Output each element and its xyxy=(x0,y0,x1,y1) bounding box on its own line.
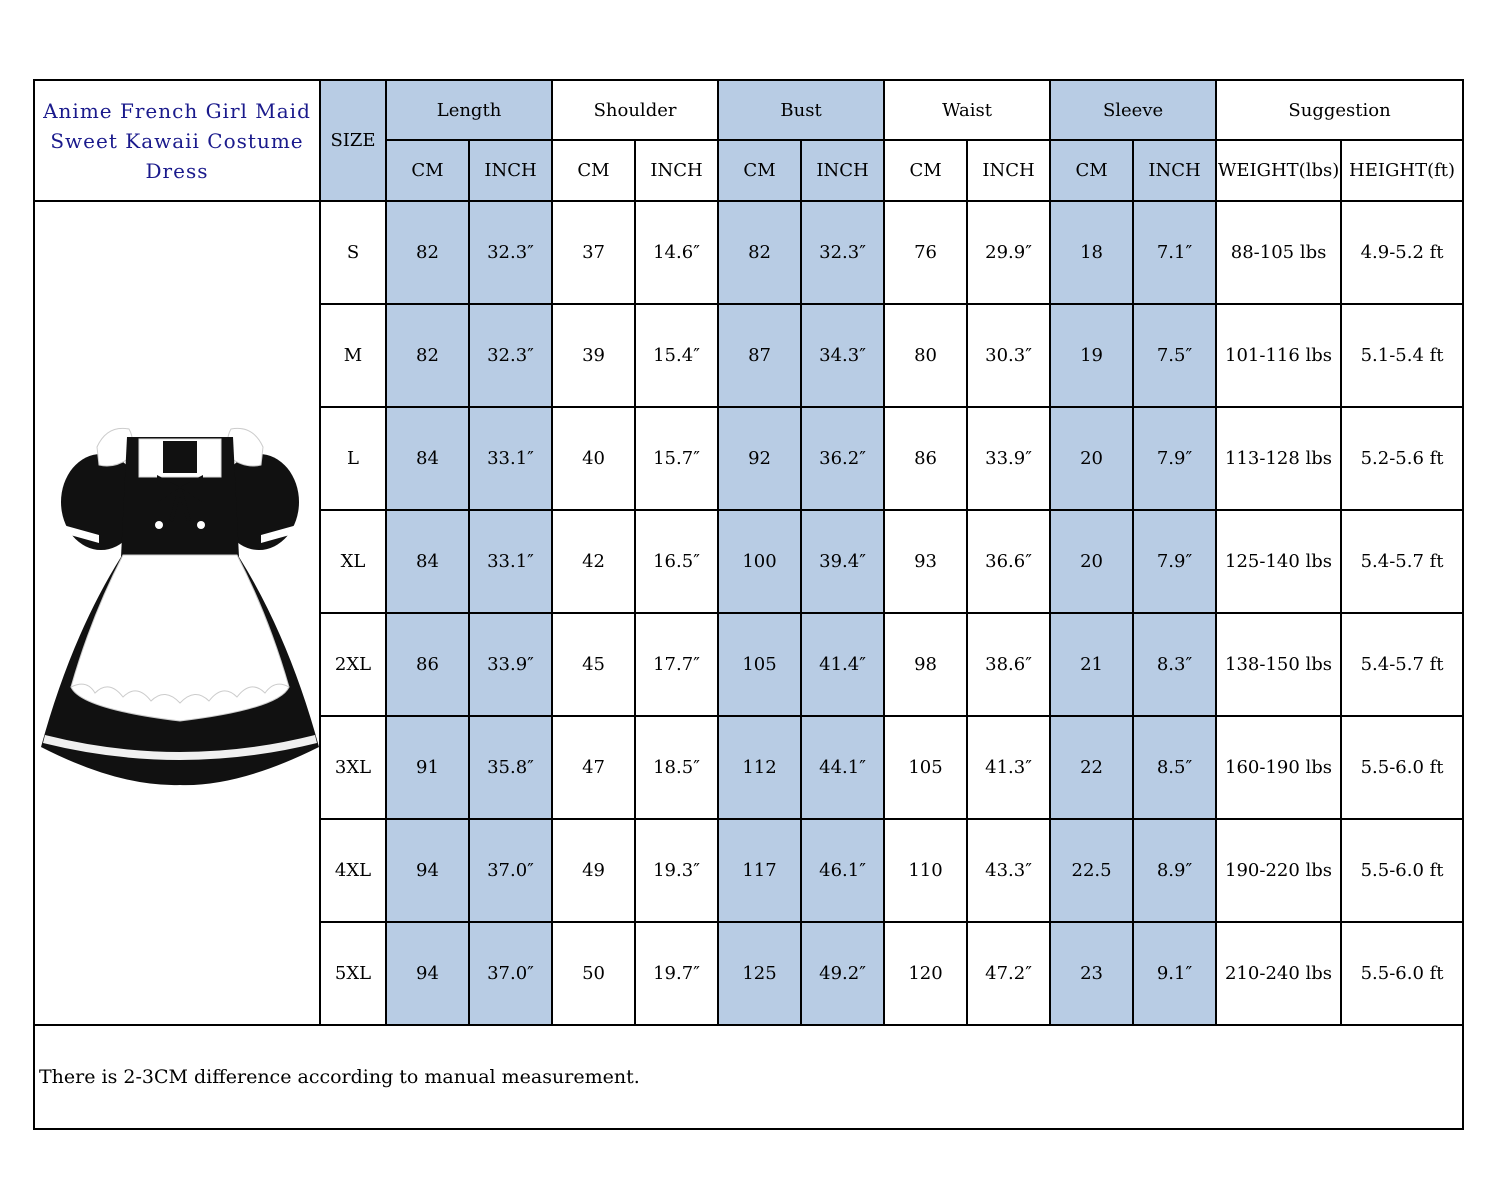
bust-cm: 100 xyxy=(718,510,801,613)
length-inch: 33.1″ xyxy=(469,510,552,613)
subheader-inch: INCH xyxy=(801,140,884,201)
length-cm: 94 xyxy=(386,819,469,922)
shoulder-cm: 37 xyxy=(552,201,635,304)
sleeve-cm: 22 xyxy=(1050,716,1133,819)
size-label: 5XL xyxy=(320,922,386,1025)
shoulder-inch: 15.7″ xyxy=(635,407,718,510)
shoulder-cm: 39 xyxy=(552,304,635,407)
subheader-cm: CM xyxy=(1050,140,1133,201)
waist-cm: 80 xyxy=(884,304,967,407)
shoulder-cm: 47 xyxy=(552,716,635,819)
maid-dress-icon xyxy=(39,417,320,787)
length-inch: 33.9″ xyxy=(469,613,552,716)
subheader-cm: CM xyxy=(718,140,801,201)
suggested-weight: 101-116 lbs xyxy=(1216,304,1341,407)
shoulder-cm: 40 xyxy=(552,407,635,510)
bust-cm: 105 xyxy=(718,613,801,716)
sleeve-cm: 20 xyxy=(1050,510,1133,613)
length-cm: 82 xyxy=(386,304,469,407)
sleeve-inch: 9.1″ xyxy=(1133,922,1216,1025)
bust-inch: 39.4″ xyxy=(801,510,884,613)
sleeve-inch: 8.3″ xyxy=(1133,613,1216,716)
waist-cm: 93 xyxy=(884,510,967,613)
group-header-shoulder: Shoulder xyxy=(552,80,718,140)
waist-inch: 38.6″ xyxy=(967,613,1050,716)
bust-cm: 92 xyxy=(718,407,801,510)
size-label: 3XL xyxy=(320,716,386,819)
suggested-height: 5.5-6.0 ft xyxy=(1341,922,1463,1025)
waist-cm: 120 xyxy=(884,922,967,1025)
length-inch: 33.1″ xyxy=(469,407,552,510)
size-label: 4XL xyxy=(320,819,386,922)
suggested-weight: 210-240 lbs xyxy=(1216,922,1341,1025)
length-inch: 35.8″ xyxy=(469,716,552,819)
subheader-inch: INCH xyxy=(469,140,552,201)
product-image-cell xyxy=(34,201,320,1025)
sleeve-inch: 7.1″ xyxy=(1133,201,1216,304)
shoulder-cm: 49 xyxy=(552,819,635,922)
subheader-inch: INCH xyxy=(1133,140,1216,201)
waist-inch: 47.2″ xyxy=(967,922,1050,1025)
length-cm: 94 xyxy=(386,922,469,1025)
suggested-weight: 125-140 lbs xyxy=(1216,510,1341,613)
bust-inch: 32.3″ xyxy=(801,201,884,304)
measurement-note: There is 2-3CM difference according to manual measurement. xyxy=(34,1025,1463,1129)
shoulder-inch: 16.5″ xyxy=(635,510,718,613)
sleeve-cm: 22.5 xyxy=(1050,819,1133,922)
waist-cm: 76 xyxy=(884,201,967,304)
sleeve-inch: 8.5″ xyxy=(1133,716,1216,819)
group-header-bust: Bust xyxy=(718,80,884,140)
product-title: Anime French Girl Maid Sweet Kawaii Costume Dress xyxy=(34,80,320,201)
bust-inch: 49.2″ xyxy=(801,922,884,1025)
size-label: XL xyxy=(320,510,386,613)
shoulder-inch: 17.7″ xyxy=(635,613,718,716)
length-cm: 84 xyxy=(386,407,469,510)
sleeve-inch: 8.9″ xyxy=(1133,819,1216,922)
suggested-height: 5.2-5.6 ft xyxy=(1341,407,1463,510)
suggested-weight: 160-190 lbs xyxy=(1216,716,1341,819)
waist-cm: 110 xyxy=(884,819,967,922)
group-header-waist: Waist xyxy=(884,80,1050,140)
bust-cm: 125 xyxy=(718,922,801,1025)
suggested-height: 4.9-5.2 ft xyxy=(1341,201,1463,304)
size-label: M xyxy=(320,304,386,407)
group-header-length: Length xyxy=(386,80,552,140)
bust-cm: 82 xyxy=(718,201,801,304)
group-header-sleeve: Sleeve xyxy=(1050,80,1216,140)
waist-inch: 29.9″ xyxy=(967,201,1050,304)
length-cm: 91 xyxy=(386,716,469,819)
shoulder-cm: 42 xyxy=(552,510,635,613)
bust-inch: 44.1″ xyxy=(801,716,884,819)
suggested-weight: 190-220 lbs xyxy=(1216,819,1341,922)
suggested-height: 5.1-5.4 ft xyxy=(1341,304,1463,407)
bust-inch: 36.2″ xyxy=(801,407,884,510)
waist-inch: 30.3″ xyxy=(967,304,1050,407)
bust-inch: 34.3″ xyxy=(801,304,884,407)
length-inch: 37.0″ xyxy=(469,922,552,1025)
length-inch: 32.3″ xyxy=(469,201,552,304)
size-label: S xyxy=(320,201,386,304)
length-cm: 82 xyxy=(386,201,469,304)
group-header-suggestion: Suggestion xyxy=(1216,80,1463,140)
shoulder-inch: 14.6″ xyxy=(635,201,718,304)
shoulder-inch: 18.5″ xyxy=(635,716,718,819)
shoulder-inch: 19.7″ xyxy=(635,922,718,1025)
shoulder-inch: 15.4″ xyxy=(635,304,718,407)
sleeve-cm: 23 xyxy=(1050,922,1133,1025)
waist-inch: 33.9″ xyxy=(967,407,1050,510)
sleeve-inch: 7.5″ xyxy=(1133,304,1216,407)
subheader-cm: CM xyxy=(552,140,635,201)
waist-inch: 43.3″ xyxy=(967,819,1050,922)
bust-cm: 87 xyxy=(718,304,801,407)
shoulder-cm: 45 xyxy=(552,613,635,716)
size-chart-table xyxy=(33,79,1464,1130)
length-cm: 86 xyxy=(386,613,469,716)
shoulder-cm: 50 xyxy=(552,922,635,1025)
subheader-inch: INCH xyxy=(967,140,1050,201)
size-label: L xyxy=(320,407,386,510)
shoulder-inch: 19.3″ xyxy=(635,819,718,922)
table-row xyxy=(34,201,1463,304)
suggested-height: 5.4-5.7 ft xyxy=(1341,510,1463,613)
waist-inch: 41.3″ xyxy=(967,716,1050,819)
sleeve-cm: 19 xyxy=(1050,304,1133,407)
waist-cm: 86 xyxy=(884,407,967,510)
sleeve-inch: 7.9″ xyxy=(1133,407,1216,510)
subheader-weight: WEIGHT(lbs) xyxy=(1216,140,1341,201)
suggested-height: 5.4-5.7 ft xyxy=(1341,613,1463,716)
sleeve-inch: 7.9″ xyxy=(1133,510,1216,613)
bust-cm: 112 xyxy=(718,716,801,819)
suggested-weight: 113-128 lbs xyxy=(1216,407,1341,510)
subheader-height: HEIGHT(ft) xyxy=(1341,140,1463,201)
bust-inch: 46.1″ xyxy=(801,819,884,922)
subheader-inch: INCH xyxy=(635,140,718,201)
bust-inch: 41.4″ xyxy=(801,613,884,716)
size-label: 2XL xyxy=(320,613,386,716)
waist-inch: 36.6″ xyxy=(967,510,1050,613)
suggested-weight: 138-150 lbs xyxy=(1216,613,1341,716)
sleeve-cm: 20 xyxy=(1050,407,1133,510)
suggested-height: 5.5-6.0 ft xyxy=(1341,716,1463,819)
subheader-cm: CM xyxy=(884,140,967,201)
sleeve-cm: 21 xyxy=(1050,613,1133,716)
suggested-weight: 88-105 lbs xyxy=(1216,201,1341,304)
size-header: SIZE xyxy=(320,80,386,201)
subheader-cm: CM xyxy=(386,140,469,201)
suggested-height: 5.5-6.0 ft xyxy=(1341,819,1463,922)
sleeve-cm: 18 xyxy=(1050,201,1133,304)
length-cm: 84 xyxy=(386,510,469,613)
length-inch: 32.3″ xyxy=(469,304,552,407)
waist-cm: 98 xyxy=(884,613,967,716)
bust-cm: 117 xyxy=(718,819,801,922)
length-inch: 37.0″ xyxy=(469,819,552,922)
waist-cm: 105 xyxy=(884,716,967,819)
